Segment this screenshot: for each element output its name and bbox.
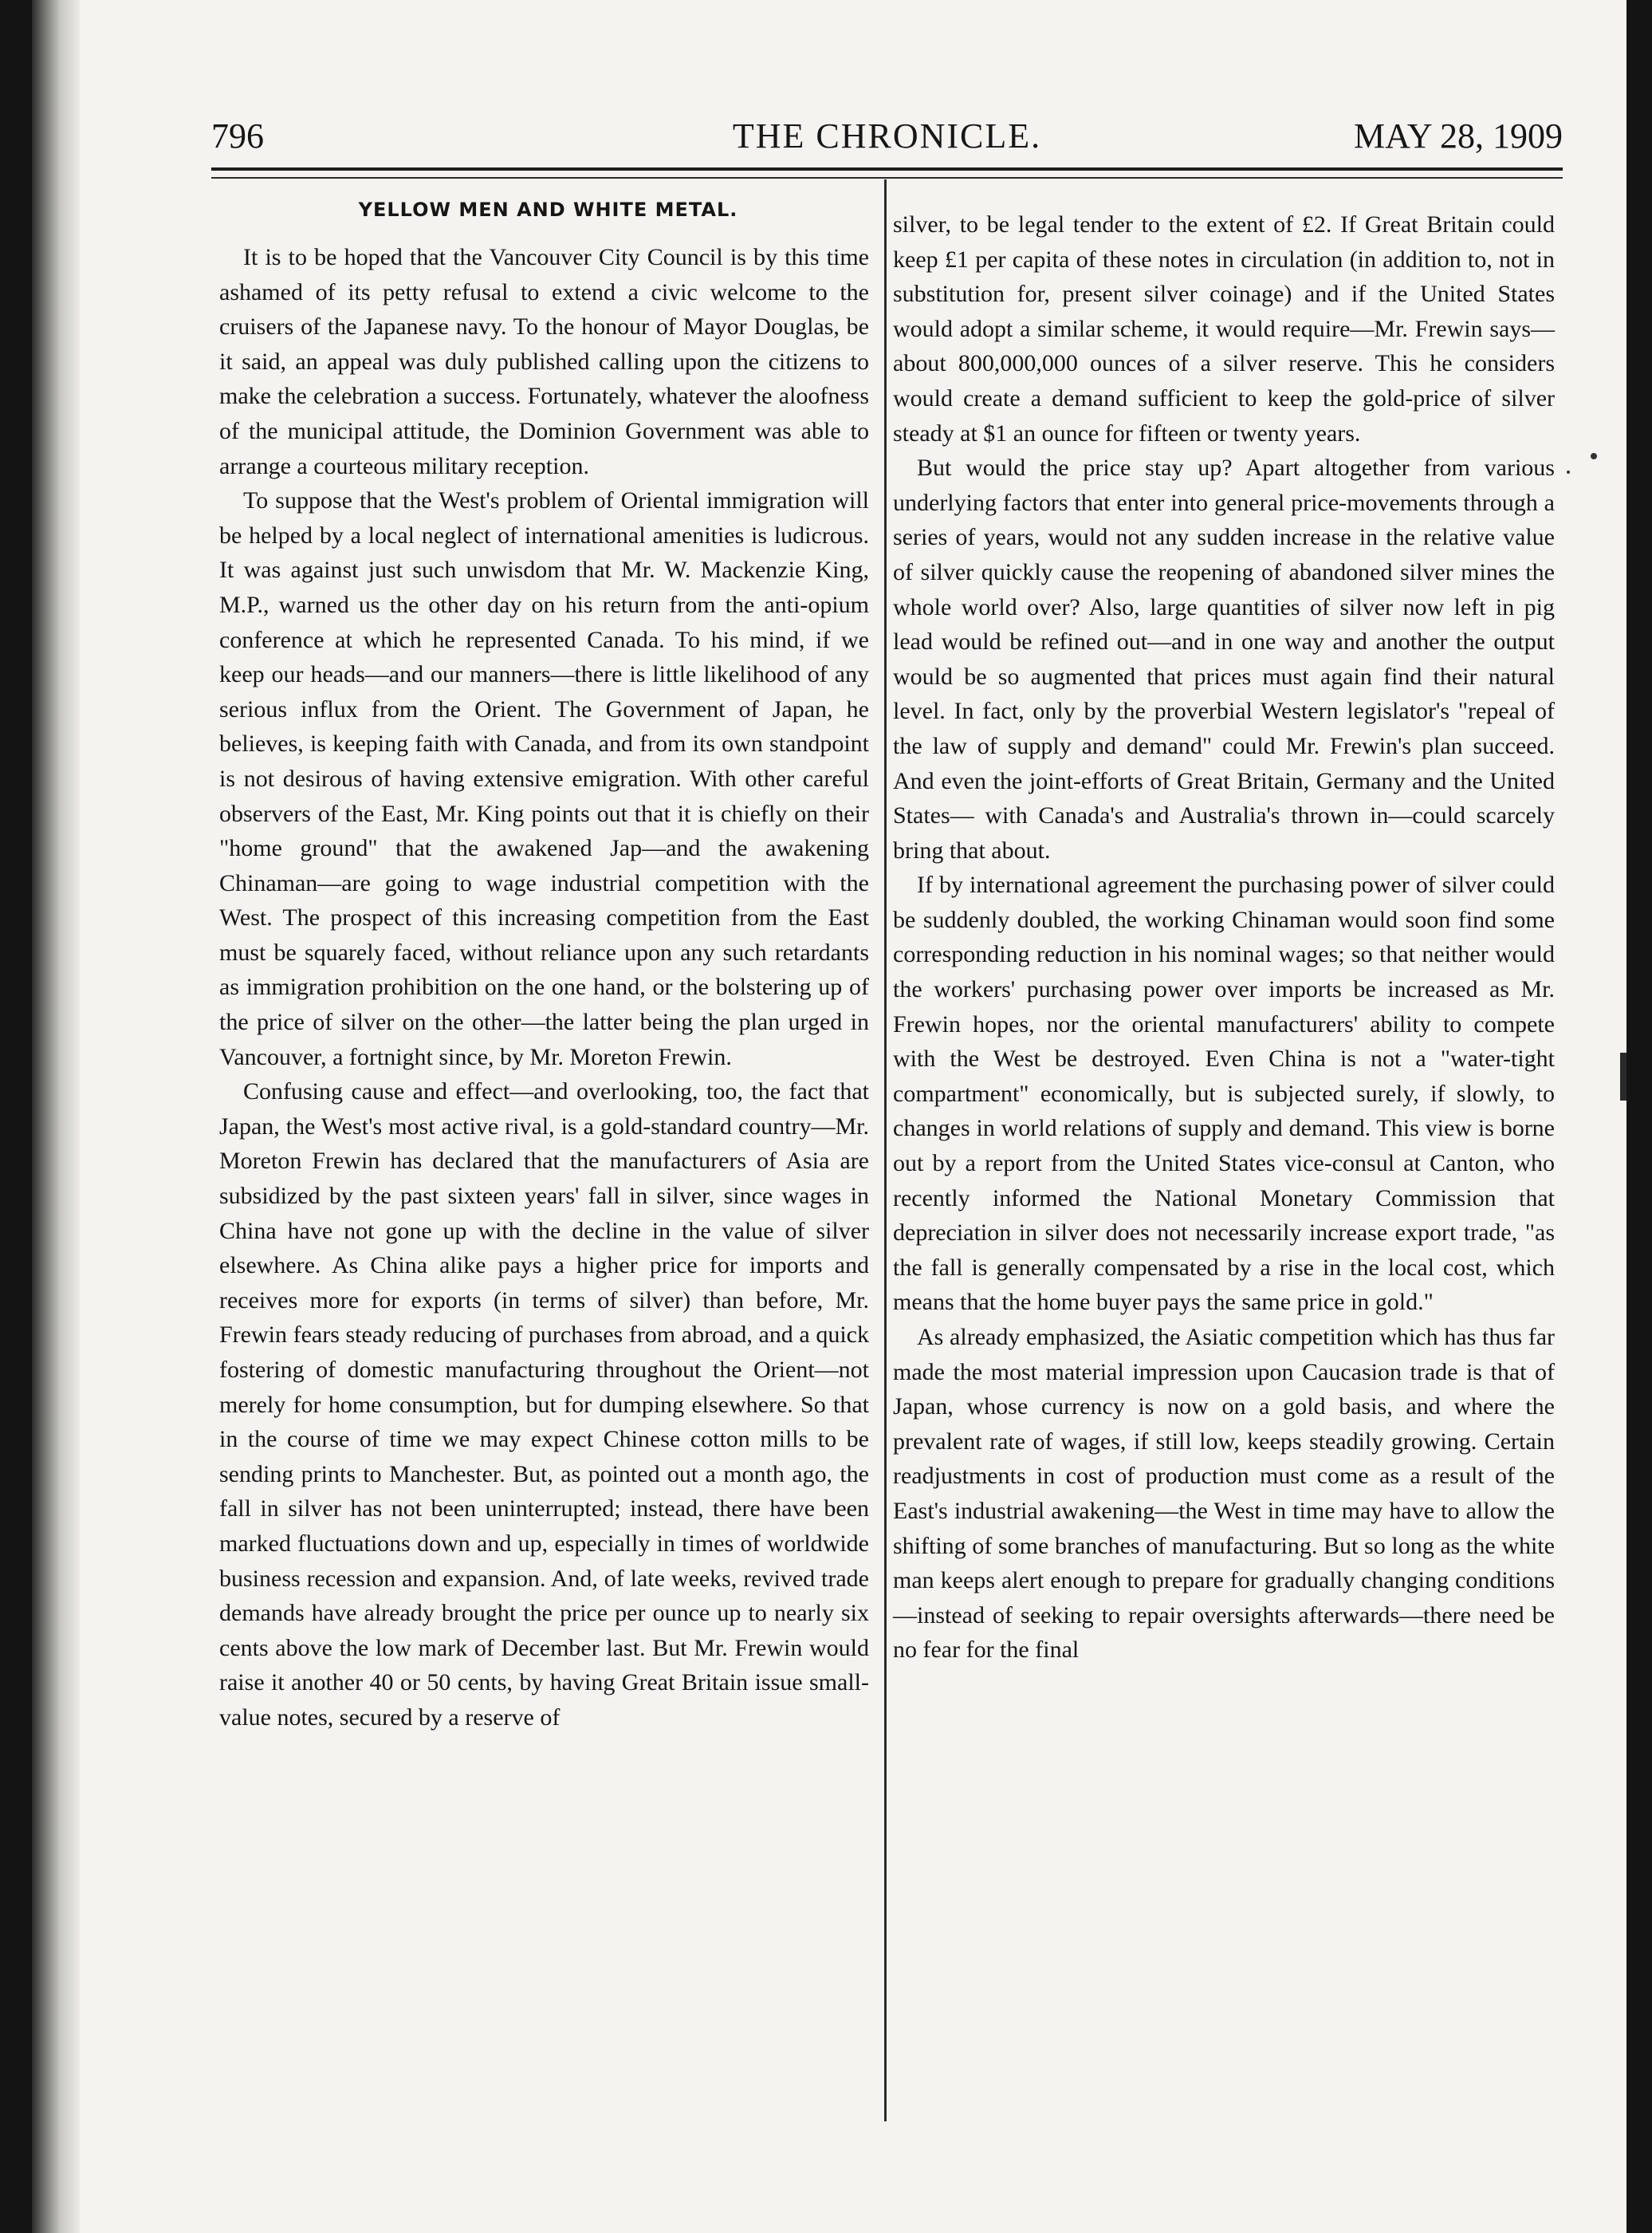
- page-binding-shadow: [32, 0, 80, 2233]
- paragraph: As already emphasized, the Asiatic competition which has thus far made the most material impression upon Caucasion trade is that of Japan, whose currency is now on a gold basis, and where the prevalent rate of wages, if still low, keeps steadily growing. Certain readjustments in cost of production must come as a result of the East's industrial awakening—the West in time may have to allow the shifting of some branches of manufacturing. But so long as the white man keeps alert enough to prepare for gradually changing conditions—instead of seeking to repair oversights afterwards—there need be no fear for the final: [893, 1324, 1555, 1664]
- paragraph: Confusing cause and effect—and overlooking, too, the fact that Japan, the West's most active rival, is a gold-standard country—Mr. Moreton Frewin has declared that the manufacturers of Asia are subsidized by the past sixteen years' fall in silver, since wages in China have not gone up with the decline in the value of silver elsewhere. As China alike pays a higher price for imports and receives more for exports (in terms of silver) than before, Mr. Frewin fears steady reducing of purchases from abroad, and a quick fostering of domestic manufacturing throughout the Orient—not merely for home consumption, but for dumping elsewhere. So that in the course of time we may expect Chinese cotton mills to be sending prints to Manchester. But, as pointed out a month ago, the fall in silver has not been uninterrupted; instead, there have been marked fluctuations down and up, especially in times of worldwide business recession and expansion. And, of late weeks, revived trade demands have already brought the price per ounce up to nearly six cents above the low mark of December last. But Mr. Frewin would raise it another 40 or 50 cents, by having Great Britain issue small-value notes, secured by a reserve of: [219, 1078, 869, 1731]
- scan-speck: [1591, 453, 1597, 459]
- paragraph-continued: silver, to be legal tender to the extent of £2. If Great Britain could keep £1 per capita of these notes in circulation (in addition to, not in substitution for, present silver coinage) and if the United States would adopt a similar scheme, it would require—Mr. Frewin says—about 800,000,000 ounces of a silver reserve. This he considers would create a demand sufficient to keep the gold-price of silver steady at $1 an ounce for fifteen or twenty years.: [893, 211, 1555, 447]
- paragraph: But would the price stay up? Apart altogether from various underlying factors that enter into general price-movements through a series of years, would not any sudden increase in the relative value of silver quickly cause the reopening of abandoned silver mines the whole world over? Also, large quantities of silver now left in pig lead would be refined out—and in one way and another the output would be so augmented that prices must again find their natural level. In fact, only by the proverbial Western legislator's "repeal of the law of supply and demand" could Mr. Frewin's plan succeed. And even the joint-efforts of Great Britain, Germany and the United States— with Canada's and Australia's thrown in—could scarcely bring that about.: [893, 455, 1555, 864]
- header-rule-thin: [211, 177, 1563, 179]
- column-divider: [884, 179, 887, 2121]
- page-header: [211, 116, 1563, 156]
- paragraph: It is to be hoped that the Vancouver City Council is by this time ashamed of its petty refusal to extend a civic welcome to the cruisers of the Japanese navy. To the honour of Mayor Douglas, be it said, an appeal was duly published calling upon the citizens to make the celebration a success. Fortunately, whatever the aloofness of the municipal attitude, the Dominion Government was able to arrange a courteous military reception.: [219, 244, 869, 479]
- scan-speck: [1567, 471, 1570, 474]
- newspaper-page: [32, 0, 1626, 2233]
- paragraph: If by international agreement the purchasing power of silver could be suddenly doubled, the working Chinaman would soon find some corresponding reduction in his nominal wages; so that neither would the workers' purchasing power over imports be increased as Mr. Frewin hopes, nor the oriental manufacturers' ability to compete with the West be destroyed. Even China is not a "water-tight compartment" economically, but is subjected surely, if slowly, to changes in world relations of supply and demand. This view is borne out by a report from the United States vice-consul at Canton, who recently informed the National Monetary Commission that depreciation in silver does not necessarily increase export trade, "as the fall is generally compensated by a rise in the local cost, which means that the home buyer pays the same price in gold.": [893, 872, 1555, 1316]
- header-rule-thick: [211, 167, 1563, 171]
- left-column: [219, 195, 869, 1735]
- right-column: [893, 207, 1555, 1668]
- issue-date: MAY 28, 1909: [1353, 116, 1563, 156]
- scan-edge-mark: [1620, 1053, 1626, 1101]
- paragraph: To suppose that the West's problem of Oriental immigration will be helped by a local neglect of international amenities is ludicrous. It was against just such unwisdom that Mr. W. Mackenzie King, M.P., warned us the other day on his return from the anti-opium conference at which he represented Canada. To his mind, if we keep our heads—and our manners—there is little likelihood of any serious influx from the Orient. The Government of Japan, he believes, is keeping faith with Canada, and from its own standpoint is not desirous of having extensive emigration. With other careful observers of the East, Mr. King points out that it is chiefly on their "home ground" that the awakened Jap—and the awakening Chinaman—are going to wage industrial competition with the West. The prospect of this increasing competition from the East must be squarely faced, without reliance upon any such retardants as immigration prohibition on the one hand, or the bolstering up of the price of silver on the other—the latter being the plan urged in Vancouver, a fortnight since, by Mr. Moreton Frewin.: [219, 487, 869, 1070]
- publication-title: THE CHRONICLE.: [732, 116, 1042, 156]
- article-title: YELLOW MEN AND WHITE METAL.: [358, 199, 738, 221]
- page-number: 796: [211, 116, 264, 156]
